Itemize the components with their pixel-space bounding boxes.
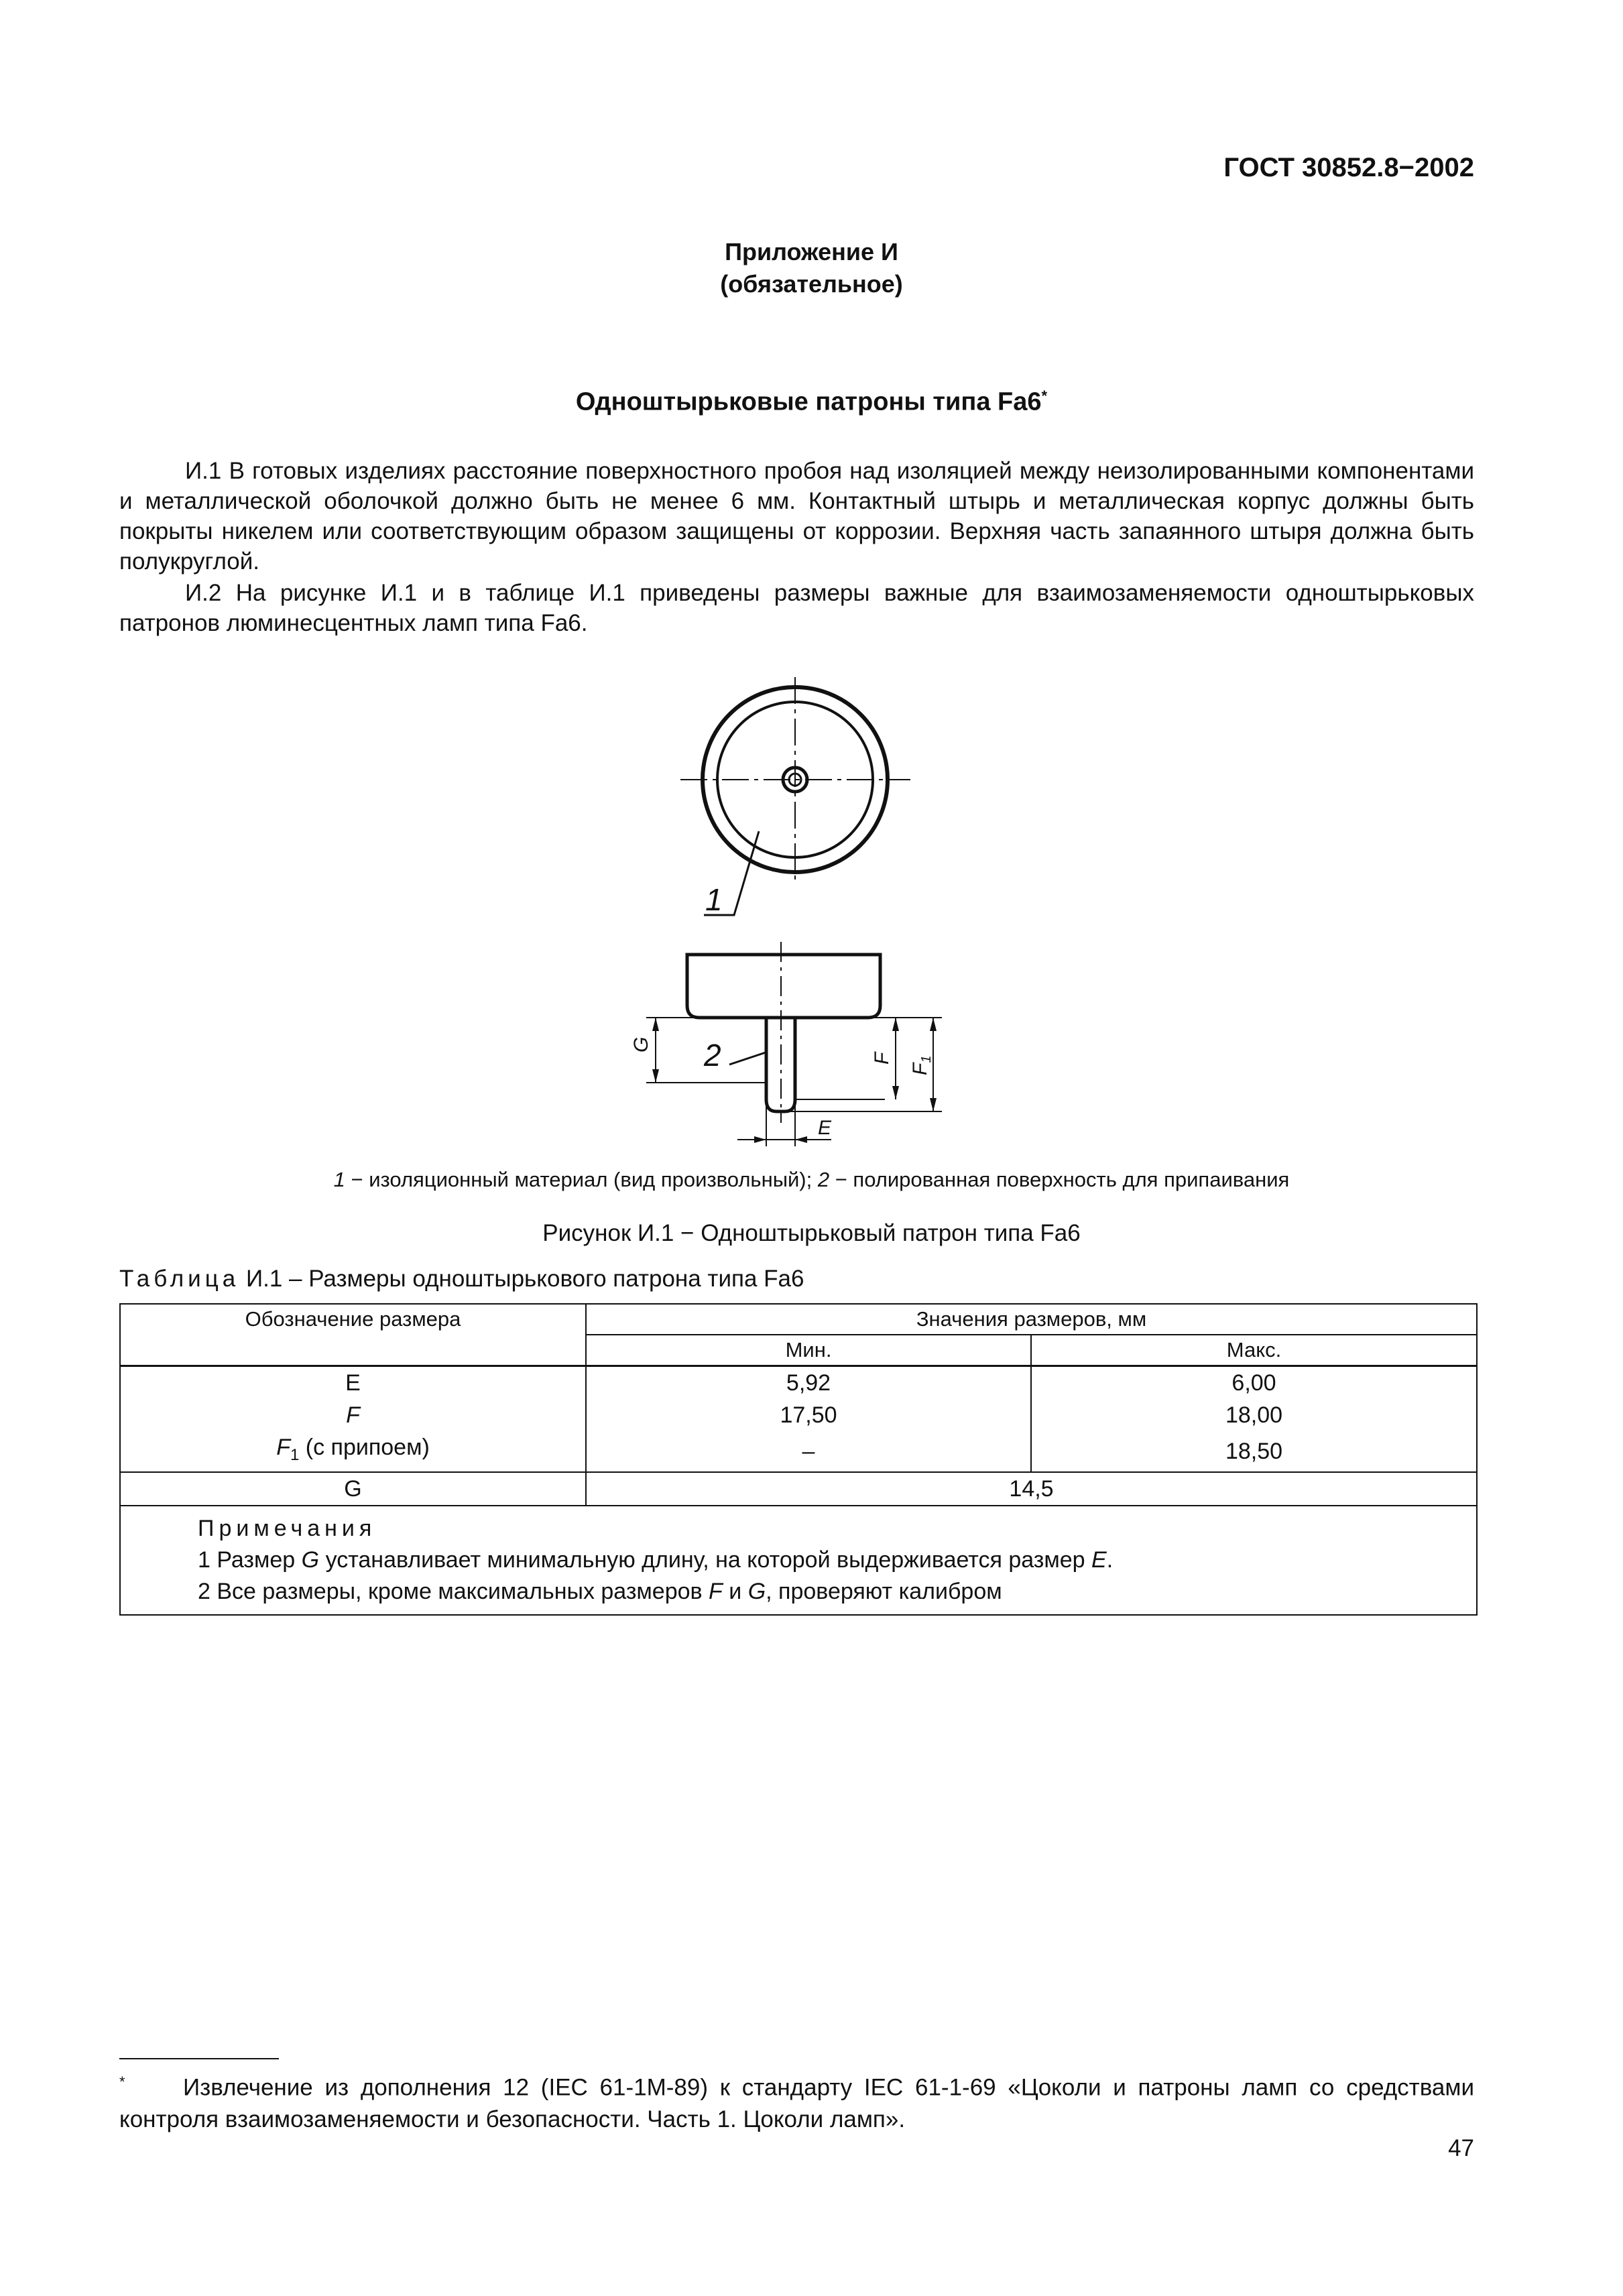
header-min: Мин. [586, 1335, 1031, 1366]
document-code: ГОСТ 30852.8−2002 [1223, 153, 1474, 182]
row-f1-letter: F [276, 1435, 290, 1460]
note-2-d: G [747, 1578, 766, 1604]
paragraph-1-text: И.1 В готовых изделиях расстояние поверхностного пробоя над изоляцией между неизолированными компонентами и металлической оболочкой должно быть не менее 6 мм. Контактный штырь и металлическая корпус должны быть покрыты никелем или соответствующим образом защищены от коррозии. Верхняя часть запаянного штыря должна быть полукруглой. [119, 458, 1474, 575]
page-number: 47 [1448, 2135, 1474, 2161]
dim-f-label: F [871, 1052, 893, 1065]
note-2-c: и [722, 1578, 748, 1604]
section-title [0, 387, 1623, 417]
legend-text-2: − полированная поверхность для припаивания [829, 1168, 1290, 1191]
row-f-max: 18,00 [1031, 1399, 1477, 1431]
note-1-c: устанавливает минимальную длину, на которой выдерживается размер [319, 1547, 1091, 1573]
appendix-title: Приложение И [725, 238, 898, 265]
dim-e-label: E [818, 1117, 832, 1139]
legend-num-1: 1 [333, 1168, 345, 1191]
row-f1-subscript: 1 [290, 1445, 300, 1464]
cartridge-body [687, 955, 880, 1018]
table-header-row [120, 1304, 1477, 1335]
note-1-e: . [1106, 1547, 1114, 1573]
footnote [119, 2066, 1474, 2135]
note-1 [198, 1545, 1476, 1576]
note-1-a: 1 Размер [198, 1547, 302, 1573]
callout-2-label: 2 [704, 1038, 721, 1073]
row-e-min: 5,92 [586, 1366, 1031, 1400]
dim-f1-letter: F [909, 1063, 931, 1075]
row-f1-name [120, 1431, 586, 1472]
table-notes-row [120, 1506, 1477, 1615]
row-f1-min: – [586, 1431, 1031, 1472]
notes-title: Примечания [198, 1515, 377, 1541]
appendix-heading [0, 236, 1623, 300]
dimensions-table [119, 1303, 1478, 1616]
table-row [120, 1431, 1477, 1472]
dim-f1-label [909, 1056, 934, 1075]
table-caption [119, 1266, 804, 1292]
figure-legend [0, 1168, 1623, 1192]
header-designation: Обозначение размера [120, 1304, 586, 1366]
dim-g-label: G [630, 1036, 652, 1052]
footnote-mark: * [1041, 387, 1048, 404]
footnote-divider [119, 2058, 279, 2059]
row-g-value: 14,5 [586, 1472, 1477, 1506]
paragraph-2-text: И.2 На рисунке И.1 и в таблице И.1 приведены размеры важные для взаимозаменяемости одноштырьковых патронов люминесцентных ламп типа Fa6. [119, 580, 1474, 636]
row-e-name: E [120, 1366, 586, 1400]
legend-text-1: − изоляционный материал (вид произвольный); [345, 1168, 818, 1191]
note-1-b: G [301, 1547, 320, 1573]
header-values: Значения размеров, мм [586, 1304, 1477, 1335]
table-row [120, 1366, 1477, 1400]
row-f-name: F [120, 1399, 586, 1431]
dim-f1-subscript: 1 [919, 1055, 934, 1063]
table-caption-label: Таблица [119, 1266, 240, 1292]
note-2 [198, 1576, 1476, 1608]
note-1-d: E [1091, 1547, 1107, 1573]
row-f-min: 17,50 [586, 1399, 1031, 1431]
legend-num-2: 2 [817, 1168, 830, 1191]
appendix-status: (обязательное) [720, 270, 903, 298]
row-f1-max: 18,50 [1031, 1431, 1477, 1472]
note-2-a: 2 Все размеры, кроме максимальных размеров [198, 1578, 709, 1604]
table-caption-text: И.1 – Размеры одноштырькового патрона типа Fa6 [239, 1266, 804, 1292]
cartridge-drawing [603, 677, 1019, 1187]
table-row [120, 1399, 1477, 1431]
note-2-b: F [709, 1578, 723, 1604]
table-row [120, 1472, 1477, 1506]
paragraph-2 [119, 578, 1474, 638]
note-2-e: , проверяют калибром [766, 1578, 1002, 1604]
section-title-text: Одноштырьковые патроны типа Fa6 [575, 387, 1042, 416]
footnote-text: Извлечение из дополнения 12 (IEC 61-1M-89) к стандарту IEC 61-1-69 «Цоколи и патроны ламп со средствами контроля взаимозаменяемости и безопасности. Часть 1. Цоколи ламп». [119, 2074, 1474, 2132]
row-f1-suffix: (с припоем) [299, 1435, 430, 1460]
row-e-max: 6,00 [1031, 1366, 1477, 1400]
table-notes [120, 1506, 1477, 1615]
row-g-name: G [120, 1472, 586, 1506]
paragraph-1 [119, 456, 1474, 577]
figure-caption: Рисунок И.1 − Одноштырьковый патрон типа Fa6 [542, 1220, 1081, 1246]
callout-1-label: 1 [705, 882, 723, 917]
header-max: Макс. [1031, 1335, 1477, 1366]
callout-2-leader [729, 1052, 766, 1065]
footnote-marker: * [119, 2073, 125, 2090]
